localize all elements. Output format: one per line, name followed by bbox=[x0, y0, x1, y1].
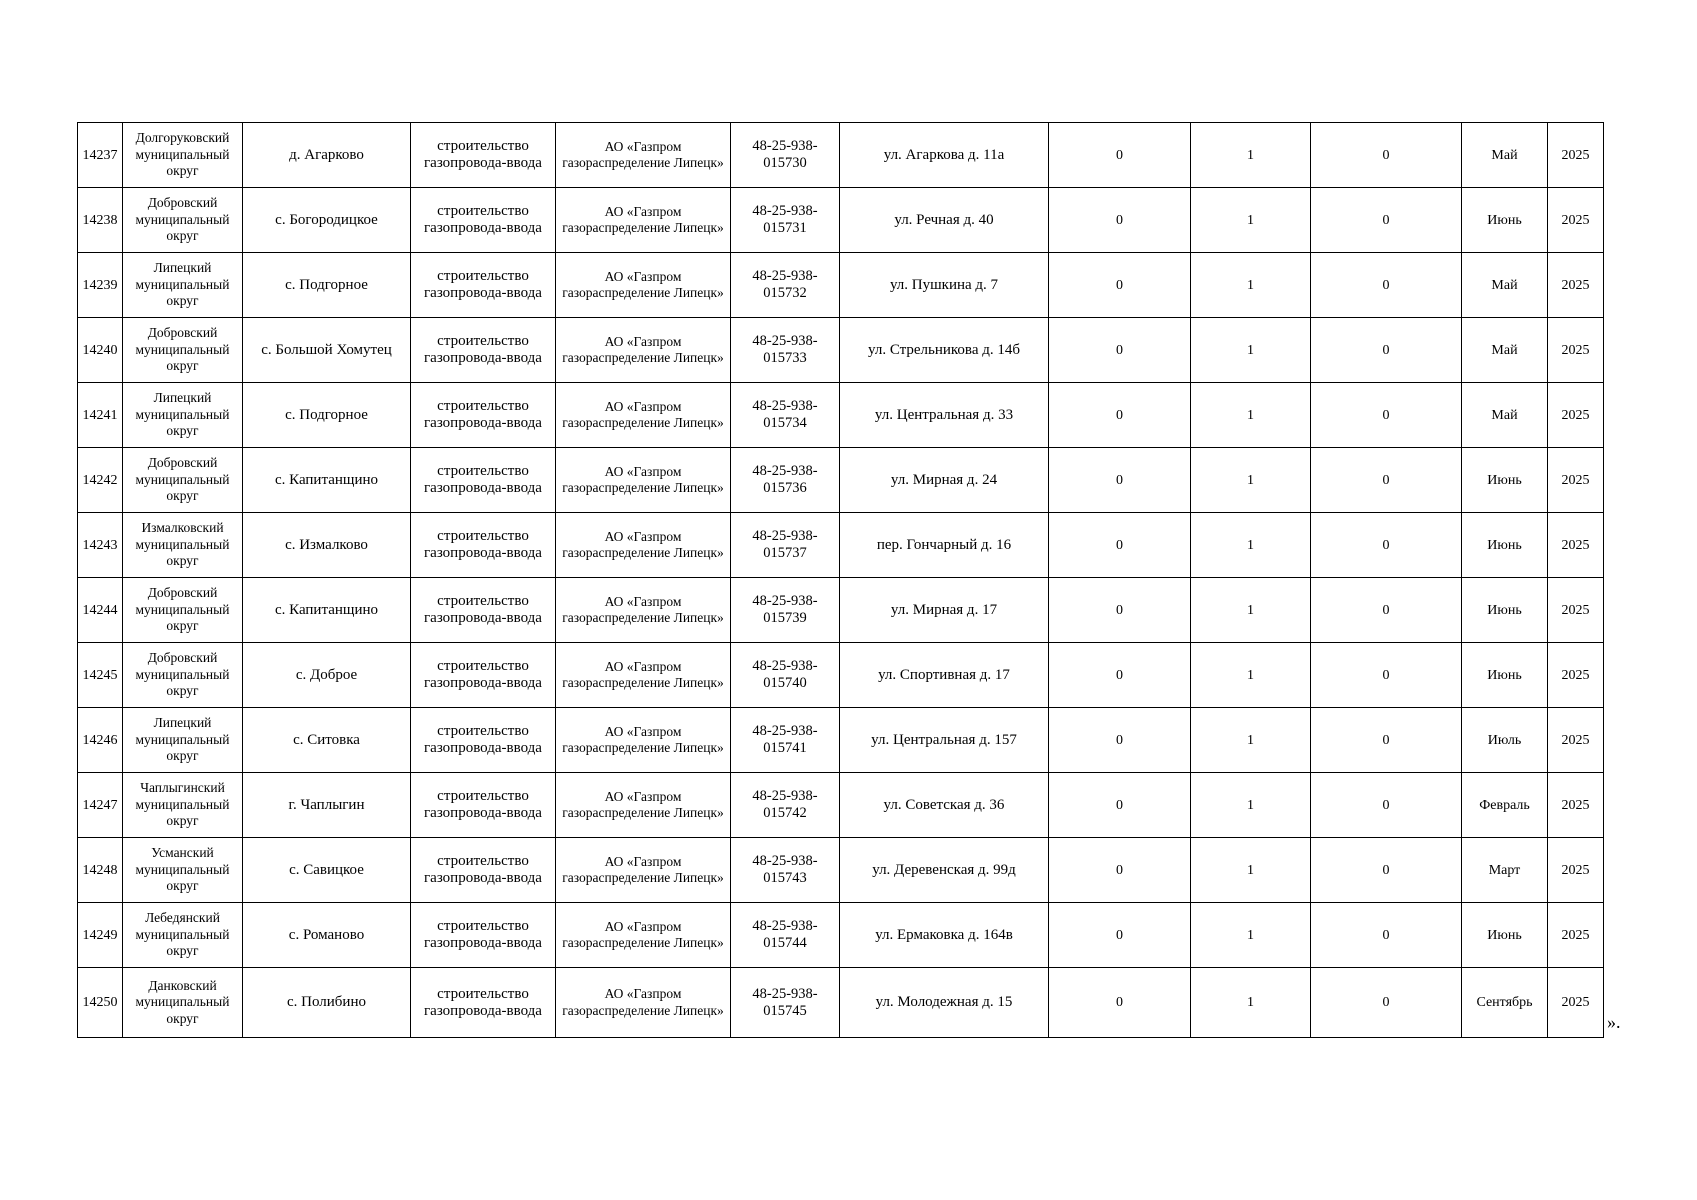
code-cell: 48-25-938-015732 bbox=[731, 253, 840, 318]
district-cell: Измалковский муниципальный округ bbox=[123, 513, 243, 578]
code-cell: 48-25-938-015742 bbox=[731, 773, 840, 838]
locality-cell: д. Агарково bbox=[243, 123, 411, 188]
locality-cell: с. Доброе bbox=[243, 643, 411, 708]
address-cell: ул. Мирная д. 24 bbox=[840, 448, 1049, 513]
row-number-cell: 14239 bbox=[78, 253, 123, 318]
district-cell: Усманский муниципальный округ bbox=[123, 838, 243, 903]
organization-cell: АО «Газпром газораспределение Липецк» bbox=[556, 253, 731, 318]
organization-cell: АО «Газпром газораспределение Липецк» bbox=[556, 123, 731, 188]
year-cell: 2025 bbox=[1548, 318, 1604, 383]
month-cell: Сентябрь bbox=[1462, 968, 1548, 1038]
code-cell: 48-25-938-015733 bbox=[731, 318, 840, 383]
value-c-cell: 0 bbox=[1311, 708, 1462, 773]
row-number-cell: 14246 bbox=[78, 708, 123, 773]
organization-cell: АО «Газпром газораспределение Липецк» bbox=[556, 838, 731, 903]
row-number-cell: 14242 bbox=[78, 448, 123, 513]
address-cell: ул. Спортивная д. 17 bbox=[840, 643, 1049, 708]
value-a-cell: 0 bbox=[1049, 188, 1191, 253]
value-c-cell: 0 bbox=[1311, 968, 1462, 1038]
table-row bbox=[78, 903, 1604, 968]
month-cell: Июнь bbox=[1462, 903, 1548, 968]
year-cell: 2025 bbox=[1548, 708, 1604, 773]
work-type-cell: строительство газопровода-ввода bbox=[411, 903, 556, 968]
row-number-cell: 14241 bbox=[78, 383, 123, 448]
address-cell: ул. Пушкина д. 7 bbox=[840, 253, 1049, 318]
organization-cell: АО «Газпром газораспределение Липецк» bbox=[556, 773, 731, 838]
work-type-cell: строительство газопровода-ввода bbox=[411, 773, 556, 838]
month-cell: Июнь bbox=[1462, 643, 1548, 708]
organization-cell: АО «Газпром газораспределение Липецк» bbox=[556, 643, 731, 708]
address-cell: ул. Советская д. 36 bbox=[840, 773, 1049, 838]
year-cell: 2025 bbox=[1548, 838, 1604, 903]
table-row bbox=[78, 838, 1604, 903]
address-cell: ул. Ермаковка д. 164в bbox=[840, 903, 1049, 968]
row-number-cell: 14237 bbox=[78, 123, 123, 188]
month-cell: Июнь bbox=[1462, 448, 1548, 513]
address-cell: пер. Гончарный д. 16 bbox=[840, 513, 1049, 578]
locality-cell: с. Большой Хомутец bbox=[243, 318, 411, 383]
table-row bbox=[78, 513, 1604, 578]
work-type-cell: строительство газопровода-ввода bbox=[411, 578, 556, 643]
work-type-cell: строительство газопровода-ввода bbox=[411, 968, 556, 1038]
district-cell: Добровский муниципальный округ bbox=[123, 188, 243, 253]
locality-cell: с. Капитанщино bbox=[243, 448, 411, 513]
code-cell: 48-25-938-015731 bbox=[731, 188, 840, 253]
value-a-cell: 0 bbox=[1049, 968, 1191, 1038]
year-cell: 2025 bbox=[1548, 253, 1604, 318]
address-cell: ул. Мирная д. 17 bbox=[840, 578, 1049, 643]
row-number-cell: 14249 bbox=[78, 903, 123, 968]
value-b-cell: 1 bbox=[1191, 643, 1311, 708]
value-a-cell: 0 bbox=[1049, 318, 1191, 383]
organization-cell: АО «Газпром газораспределение Липецк» bbox=[556, 318, 731, 383]
locality-cell: с. Подгорное bbox=[243, 253, 411, 318]
work-type-cell: строительство газопровода-ввода bbox=[411, 123, 556, 188]
table-row bbox=[78, 383, 1604, 448]
table-row bbox=[78, 708, 1604, 773]
value-b-cell: 1 bbox=[1191, 773, 1311, 838]
address-cell: ул. Стрельникова д. 14б bbox=[840, 318, 1049, 383]
table-body bbox=[78, 123, 1604, 1038]
closing-quote-mark: ». bbox=[1607, 1012, 1621, 1032]
year-cell: 2025 bbox=[1548, 903, 1604, 968]
locality-cell: с. Измалково bbox=[243, 513, 411, 578]
value-c-cell: 0 bbox=[1311, 838, 1462, 903]
year-cell: 2025 bbox=[1548, 773, 1604, 838]
district-cell: Данковский муниципальный округ bbox=[123, 968, 243, 1038]
value-a-cell: 0 bbox=[1049, 123, 1191, 188]
value-a-cell: 0 bbox=[1049, 448, 1191, 513]
value-b-cell: 1 bbox=[1191, 448, 1311, 513]
month-cell: Май bbox=[1462, 253, 1548, 318]
code-cell: 48-25-938-015744 bbox=[731, 903, 840, 968]
value-b-cell: 1 bbox=[1191, 838, 1311, 903]
organization-cell: АО «Газпром газораспределение Липецк» bbox=[556, 513, 731, 578]
table-row bbox=[78, 968, 1604, 1038]
code-cell: 48-25-938-015741 bbox=[731, 708, 840, 773]
month-cell: Июнь bbox=[1462, 578, 1548, 643]
district-cell: Липецкий муниципальный округ bbox=[123, 253, 243, 318]
value-b-cell: 1 bbox=[1191, 188, 1311, 253]
value-c-cell: 0 bbox=[1311, 318, 1462, 383]
address-cell: ул. Центральная д. 33 bbox=[840, 383, 1049, 448]
address-cell: ул. Агаркова д. 11а bbox=[840, 123, 1049, 188]
row-number-cell: 14240 bbox=[78, 318, 123, 383]
year-cell: 2025 bbox=[1548, 383, 1604, 448]
address-cell: ул. Речная д. 40 bbox=[840, 188, 1049, 253]
locality-cell: с. Богородицкое bbox=[243, 188, 411, 253]
locality-cell: с. Полибино bbox=[243, 968, 411, 1038]
value-a-cell: 0 bbox=[1049, 838, 1191, 903]
work-type-cell: строительство газопровода-ввода bbox=[411, 513, 556, 578]
locality-cell: с. Ситовка bbox=[243, 708, 411, 773]
code-cell: 48-25-938-015736 bbox=[731, 448, 840, 513]
table-row bbox=[78, 188, 1604, 253]
value-a-cell: 0 bbox=[1049, 513, 1191, 578]
organization-cell: АО «Газпром газораспределение Липецк» bbox=[556, 903, 731, 968]
month-cell: Май bbox=[1462, 123, 1548, 188]
value-c-cell: 0 bbox=[1311, 773, 1462, 838]
year-cell: 2025 bbox=[1548, 513, 1604, 578]
locality-cell: с. Савицкое bbox=[243, 838, 411, 903]
district-cell: Чаплыгинский муниципальный округ bbox=[123, 773, 243, 838]
organization-cell: АО «Газпром газораспределение Липецк» bbox=[556, 708, 731, 773]
value-b-cell: 1 bbox=[1191, 513, 1311, 578]
organization-cell: АО «Газпром газораспределение Липецк» bbox=[556, 383, 731, 448]
value-a-cell: 0 bbox=[1049, 643, 1191, 708]
district-cell: Добровский муниципальный округ bbox=[123, 448, 243, 513]
month-cell: Июнь bbox=[1462, 513, 1548, 578]
value-c-cell: 0 bbox=[1311, 448, 1462, 513]
locality-cell: с. Подгорное bbox=[243, 383, 411, 448]
work-type-cell: строительство газопровода-ввода bbox=[411, 838, 556, 903]
table-row bbox=[78, 448, 1604, 513]
year-cell: 2025 bbox=[1548, 643, 1604, 708]
district-cell: Долгоруковский муниципальный округ bbox=[123, 123, 243, 188]
work-type-cell: строительство газопровода-ввода bbox=[411, 188, 556, 253]
month-cell: Июнь bbox=[1462, 188, 1548, 253]
value-c-cell: 0 bbox=[1311, 643, 1462, 708]
district-cell: Липецкий муниципальный округ bbox=[123, 383, 243, 448]
work-type-cell: строительство газопровода-ввода bbox=[411, 253, 556, 318]
value-a-cell: 0 bbox=[1049, 903, 1191, 968]
value-a-cell: 0 bbox=[1049, 383, 1191, 448]
month-cell: Март bbox=[1462, 838, 1548, 903]
organization-cell: АО «Газпром газораспределение Липецк» bbox=[556, 188, 731, 253]
address-cell: ул. Центральная д. 157 bbox=[840, 708, 1049, 773]
table-row bbox=[78, 773, 1604, 838]
value-b-cell: 1 bbox=[1191, 383, 1311, 448]
value-a-cell: 0 bbox=[1049, 578, 1191, 643]
year-cell: 2025 bbox=[1548, 123, 1604, 188]
table-row bbox=[78, 578, 1604, 643]
code-cell: 48-25-938-015745 bbox=[731, 968, 840, 1038]
row-number-cell: 14247 bbox=[78, 773, 123, 838]
row-number-cell: 14250 bbox=[78, 968, 123, 1038]
table-row bbox=[78, 318, 1604, 383]
month-cell: Июль bbox=[1462, 708, 1548, 773]
year-cell: 2025 bbox=[1548, 448, 1604, 513]
value-b-cell: 1 bbox=[1191, 123, 1311, 188]
value-c-cell: 0 bbox=[1311, 903, 1462, 968]
year-cell: 2025 bbox=[1548, 188, 1604, 253]
value-b-cell: 1 bbox=[1191, 968, 1311, 1038]
district-cell: Добровский муниципальный округ bbox=[123, 318, 243, 383]
table-row bbox=[78, 643, 1604, 708]
organization-cell: АО «Газпром газораспределение Липецк» bbox=[556, 578, 731, 643]
organization-cell: АО «Газпром газораспределение Липецк» bbox=[556, 968, 731, 1038]
code-cell: 48-25-938-015737 bbox=[731, 513, 840, 578]
row-number-cell: 14244 bbox=[78, 578, 123, 643]
work-type-cell: строительство газопровода-ввода bbox=[411, 448, 556, 513]
district-cell: Добровский муниципальный округ bbox=[123, 578, 243, 643]
locality-cell: с. Капитанщино bbox=[243, 578, 411, 643]
district-cell: Лебедянский муниципальный округ bbox=[123, 903, 243, 968]
work-type-cell: строительство газопровода-ввода bbox=[411, 708, 556, 773]
month-cell: Май bbox=[1462, 383, 1548, 448]
value-a-cell: 0 bbox=[1049, 708, 1191, 773]
row-number-cell: 14248 bbox=[78, 838, 123, 903]
value-a-cell: 0 bbox=[1049, 253, 1191, 318]
code-cell: 48-25-938-015739 bbox=[731, 578, 840, 643]
value-b-cell: 1 bbox=[1191, 253, 1311, 318]
value-b-cell: 1 bbox=[1191, 318, 1311, 383]
locality-cell: г. Чаплыгин bbox=[243, 773, 411, 838]
gas-connection-table bbox=[77, 122, 1604, 1038]
month-cell: Февраль bbox=[1462, 773, 1548, 838]
value-c-cell: 0 bbox=[1311, 123, 1462, 188]
district-cell: Липецкий муниципальный округ bbox=[123, 708, 243, 773]
table-row bbox=[78, 253, 1604, 318]
code-cell: 48-25-938-015734 bbox=[731, 383, 840, 448]
value-b-cell: 1 bbox=[1191, 708, 1311, 773]
value-a-cell: 0 bbox=[1049, 773, 1191, 838]
work-type-cell: строительство газопровода-ввода bbox=[411, 383, 556, 448]
value-b-cell: 1 bbox=[1191, 578, 1311, 643]
work-type-cell: строительство газопровода-ввода bbox=[411, 318, 556, 383]
value-c-cell: 0 bbox=[1311, 188, 1462, 253]
work-type-cell: строительство газопровода-ввода bbox=[411, 643, 556, 708]
code-cell: 48-25-938-015730 bbox=[731, 123, 840, 188]
row-number-cell: 14245 bbox=[78, 643, 123, 708]
table-row bbox=[78, 123, 1604, 188]
year-cell: 2025 bbox=[1548, 578, 1604, 643]
address-cell: ул. Молодежная д. 15 bbox=[840, 968, 1049, 1038]
value-c-cell: 0 bbox=[1311, 383, 1462, 448]
address-cell: ул. Деревенская д. 99д bbox=[840, 838, 1049, 903]
value-b-cell: 1 bbox=[1191, 903, 1311, 968]
value-c-cell: 0 bbox=[1311, 578, 1462, 643]
locality-cell: с. Романово bbox=[243, 903, 411, 968]
organization-cell: АО «Газпром газораспределение Липецк» bbox=[556, 448, 731, 513]
month-cell: Май bbox=[1462, 318, 1548, 383]
district-cell: Добровский муниципальный округ bbox=[123, 643, 243, 708]
value-c-cell: 0 bbox=[1311, 253, 1462, 318]
year-cell: 2025 bbox=[1548, 968, 1604, 1038]
row-number-cell: 14243 bbox=[78, 513, 123, 578]
value-c-cell: 0 bbox=[1311, 513, 1462, 578]
code-cell: 48-25-938-015740 bbox=[731, 643, 840, 708]
code-cell: 48-25-938-015743 bbox=[731, 838, 840, 903]
row-number-cell: 14238 bbox=[78, 188, 123, 253]
